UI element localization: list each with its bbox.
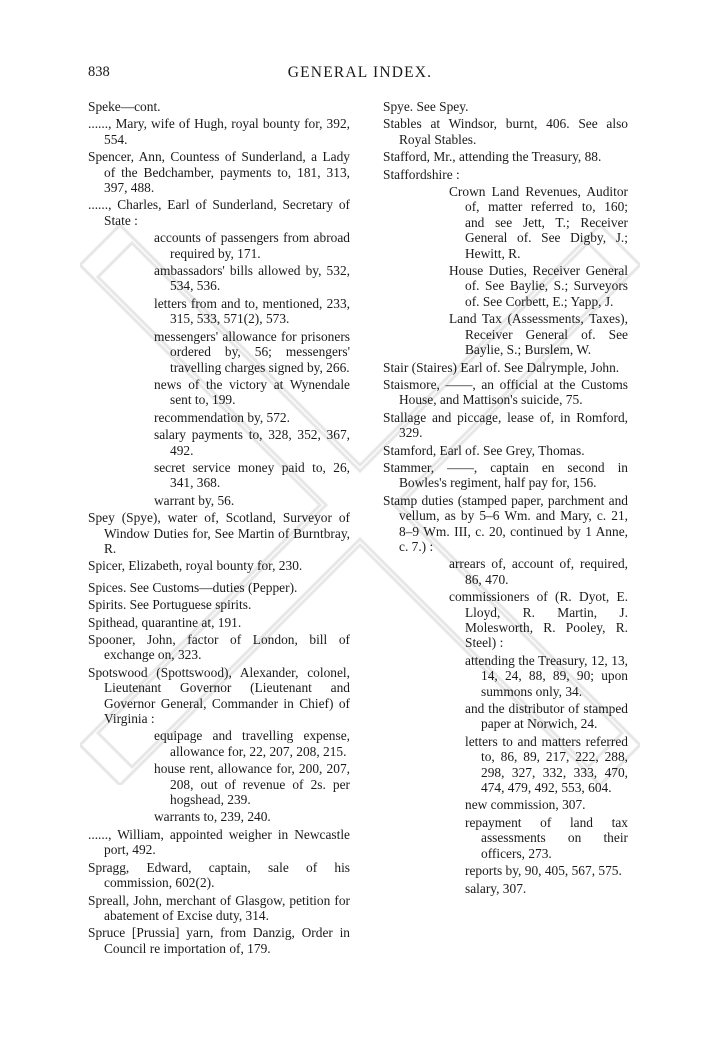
index-entry: Spragg, Edward, captain, sale of his commission, 602(2). bbox=[88, 859, 350, 891]
index-entry: ......, William, appointed weigher in Newcastle port, 492. bbox=[88, 826, 350, 858]
index-entry: accounts of passengers from abroad required by, 171. bbox=[154, 230, 350, 261]
index-entry: attending the Treasury, 12, 13, 14, 24, 88, 89, 90; upon summons only, 34. bbox=[465, 652, 628, 699]
index-entry: House Duties, Receiver General of. See Baylie, S.; Surveyors of. See Corbett, E.; Yapp, J. bbox=[449, 263, 628, 309]
index-entry: Spithead, quarantine at, 191. bbox=[88, 614, 242, 630]
index-entry: secret service money paid to, 26, 341, 368. bbox=[154, 459, 350, 491]
index-entry: Land Tax (Assessments, Taxes), Receiver General of. See Baylie, S.; Burslem, W. bbox=[449, 311, 628, 358]
index-entry: warrants to, 239, 240. bbox=[154, 809, 271, 825]
index-entry: ......, Charles, Earl of Sunderland, Secretary of State : bbox=[88, 197, 350, 228]
index-entry: new commission, 307. bbox=[465, 797, 586, 813]
index-entry: ambassadors' bills allowed by, 532, 534, 536. bbox=[154, 263, 350, 294]
index-entry: commissioners of (R. Dyot, E. Lloyd, R. Martin, J. Molesworth, R. Pooley, R. Steel) : bbox=[449, 589, 628, 651]
index-entry: Spotswood (Spottswood), Alexander, colonel, Lieutenant Governor (Lieutenant and Governor General, Commander in Chief) of Virginia : bbox=[88, 664, 350, 727]
index-entry: salary, 307. bbox=[465, 880, 527, 896]
index-entry: equipage and travelling expense, allowance for, 22, 207, 208, 215. bbox=[154, 728, 350, 759]
index-entry: Stair (Staires) Earl of. See Dalrymple, John. bbox=[383, 359, 620, 375]
index-entry: Stamp duties (stamped paper, parchment and vellum, as by 5–6 Wm. and Mary, c. 21, 8–9 Wm. III, c. 20, continued by 1 Anne, c. 7.) : bbox=[383, 492, 628, 554]
index-entry: Stammer, ——, captain en second in Bowles's regiment, half pay for, 156. bbox=[383, 459, 628, 491]
index-entry: Speke—cont. bbox=[88, 99, 161, 114]
index-entry: Spruce [Prussia] yarn, from Danzig, Order in Council re importation of, 179. bbox=[88, 925, 350, 956]
index-entry: Spencer, Ann, Countess of Sunderland, a Lady of the Bedchamber, payments to, 181, 313, 397, 488. bbox=[88, 149, 350, 196]
index-entry: Spicer, Elizabeth, royal bounty for, 230. bbox=[88, 558, 303, 574]
index-entry: Spye. See Spey. bbox=[383, 99, 469, 114]
index-entry: Staismore, ——, an official at the Customs House, and Mattison's suicide, 75. bbox=[383, 376, 628, 408]
index-entry: reports by, 90, 405, 567, 575. bbox=[465, 863, 622, 879]
index-entry: Crown Land Revenues, Auditor of, matter referred to, 160; and see Jett, T.; Receiver General of. See Digby, J.; Hewitt, R. bbox=[449, 184, 628, 261]
index-entry: repayment of land tax assessments on their officers, 273. bbox=[465, 814, 628, 861]
index-entry: Spooner, John, factor of London, bill of exchange on, 323. bbox=[88, 632, 350, 663]
index-entry: and the distributor of stamped paper at Norwich, 24. bbox=[465, 701, 628, 732]
index-entry: letters from and to, mentioned, 233, 315, 533, 571(2), 573. bbox=[154, 295, 350, 327]
index-entry: news of the victory at Wynendale sent to, 199. bbox=[154, 376, 350, 408]
running-head: GENERAL INDEX. bbox=[287, 64, 433, 81]
index-entry: Staffordshire : bbox=[383, 166, 460, 182]
index-entry: Stables at Windsor, burnt, 406. See also Royal Stables. bbox=[383, 116, 628, 147]
index-entry: Stafford, Mr., attending the Treasury, 88. bbox=[383, 149, 602, 165]
index-entry: house rent, allowance for, 200, 207, 208, out of revenue of 2s. per hogshead, 239. bbox=[154, 761, 350, 808]
index-entry: Stallage and piccage, lease of, in Romford, 329. bbox=[383, 409, 628, 441]
index-entry: Spirits. See Portuguese spirits. bbox=[88, 597, 252, 613]
index-entry: warrant by, 56. bbox=[154, 492, 235, 508]
page-number: 838 bbox=[88, 64, 110, 80]
index-entry: Spey (Spye), water of, Scotland, Surveyor of Window Duties for, See Martin of Burntbray, R. bbox=[88, 510, 350, 556]
page-header bbox=[0, 64, 720, 86]
index-entry: messengers' allowance for prisoners ordered by, 56; messengers' travelling charges signed by, 266. bbox=[154, 328, 350, 375]
index-entry: salary payments to, 328, 352, 367, 492. bbox=[154, 427, 350, 458]
index-column-left bbox=[88, 99, 350, 958]
index-entry: Spreall, John, merchant of Glasgow, petition for abatement of Excise duty, 314. bbox=[88, 892, 350, 923]
index-entry: ......, Mary, wife of Hugh, royal bounty for, 392, 554. bbox=[88, 116, 350, 147]
index-entry: Spices. See Customs—duties (Pepper). bbox=[88, 579, 298, 595]
index-column-right bbox=[383, 99, 628, 898]
index-entry: recommendation by, 572. bbox=[154, 409, 290, 425]
index-entry: Stamford, Earl of. See Grey, Thomas. bbox=[383, 442, 585, 458]
index-entry: arrears of, account of, required, 86, 470. bbox=[449, 556, 628, 587]
index-entry: letters to and matters referred to, 86, 89, 217, 222, 288, 298, 327, 332, 333, 470, 474, 479, 492, 553, 604. bbox=[465, 733, 628, 796]
